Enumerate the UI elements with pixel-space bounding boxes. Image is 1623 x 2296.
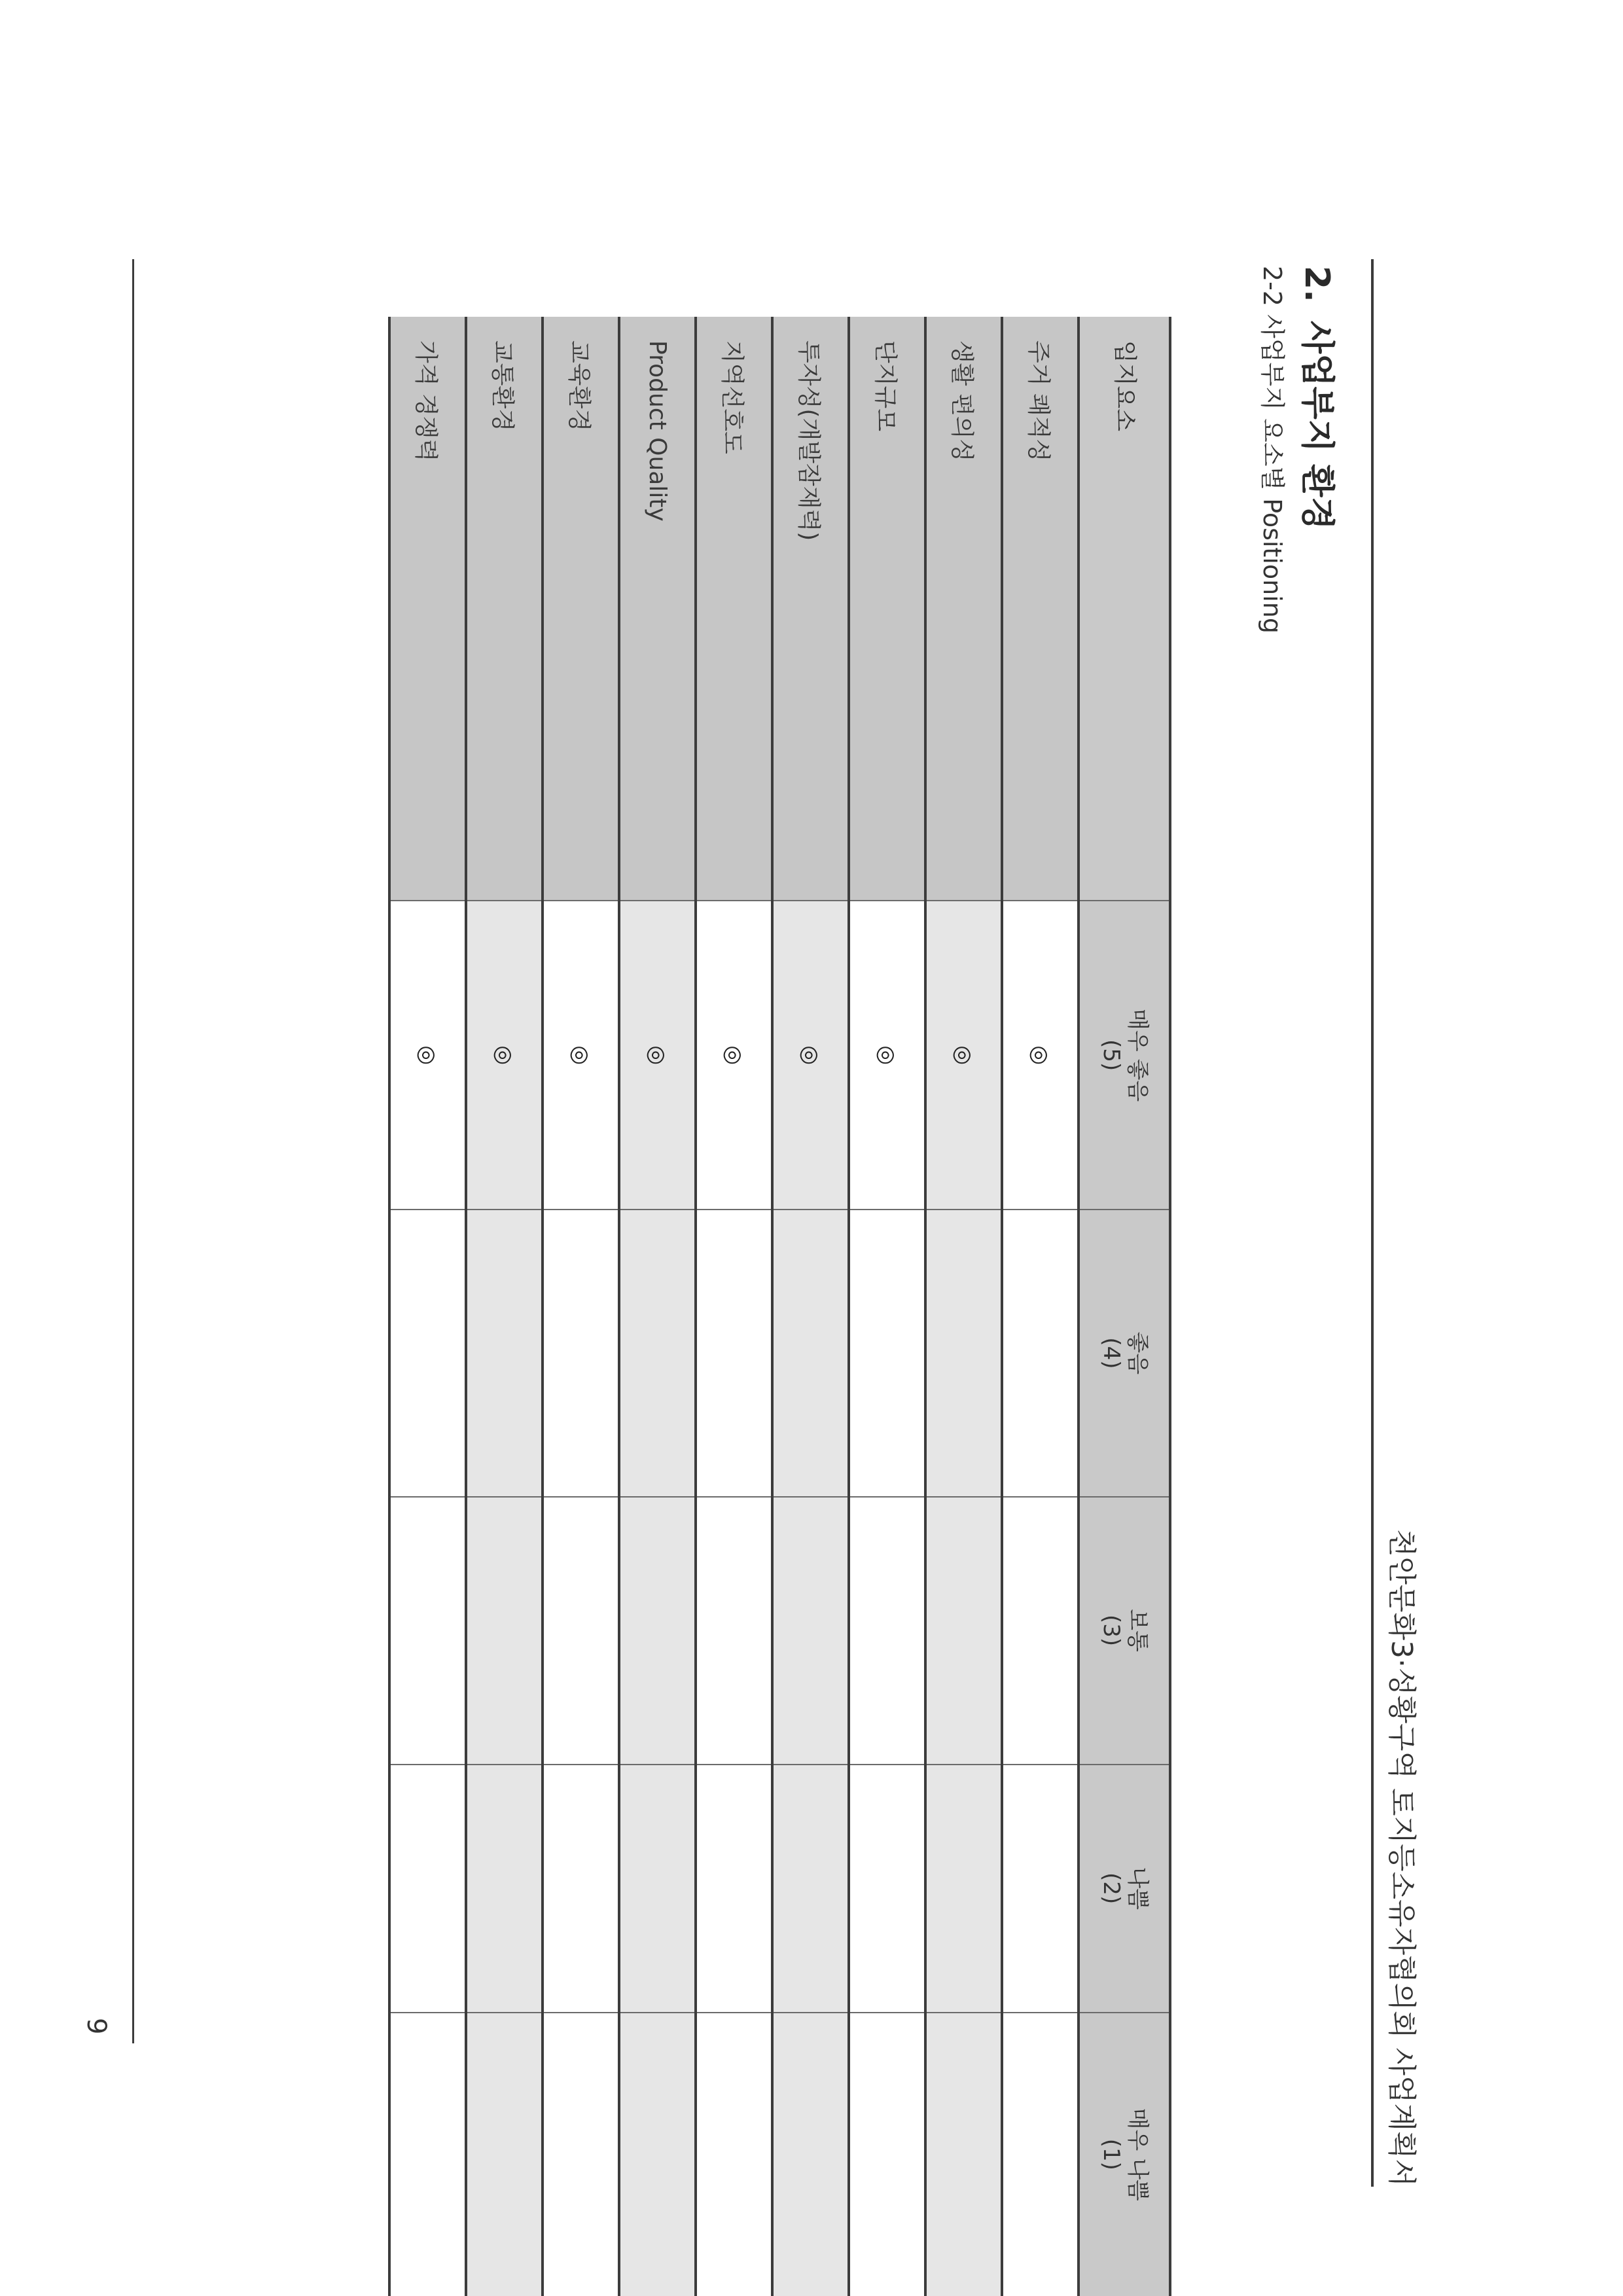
row-label: Product Quality: [619, 317, 696, 901]
rating-cell: [925, 1210, 1002, 1496]
selected-mark-icon: ◎: [491, 1045, 518, 1066]
row-label: 주거 쾌적성: [1002, 317, 1079, 901]
rating-cell: [619, 1765, 696, 2013]
rating-cell: [619, 1497, 696, 1765]
table-row: [619, 317, 696, 2296]
rating-cell: [466, 1210, 543, 1496]
section-title: 사업부지 환경: [1297, 321, 1336, 530]
row-label: 단지규모: [849, 317, 925, 901]
document-title: 천안문화3·성황구역 토지등소유자협의회 사업계획서: [1385, 1528, 1418, 2187]
row-label: 교통환경: [466, 317, 543, 901]
table-header-row: [1079, 317, 1170, 2296]
rating-cell: [1002, 1497, 1079, 1765]
selected-mark-icon: ◎: [567, 1045, 594, 1066]
header-label-cell: 입지요소: [1079, 317, 1170, 901]
row-label: 교육환경: [543, 317, 619, 901]
rating-cell: [772, 901, 849, 1210]
selected-mark-icon: ◎: [721, 1045, 747, 1066]
section-subtitle: 2-2 사업부지 요소별 Positioning: [1258, 266, 1287, 634]
rating-cell: [619, 2013, 696, 2296]
rating-cell: [849, 1210, 925, 1496]
rating-cell: [466, 1497, 543, 1765]
rating-cell: [925, 2013, 1002, 2296]
rating-cell: [849, 2013, 925, 2296]
table-row: [925, 317, 1002, 2296]
table-row: [466, 317, 543, 2296]
selected-mark-icon: ◎: [644, 1045, 671, 1066]
row-label: 투자성(개발잠재력): [772, 317, 849, 901]
rating-cell: [389, 1765, 466, 2013]
rating-cell: [1002, 2013, 1079, 2296]
rating-cell: [925, 1765, 1002, 2013]
page-number: 9: [81, 2018, 111, 2035]
rating-cell: [543, 1765, 619, 2013]
row-label: 생활 편의성: [925, 317, 1002, 901]
footer-divider: [132, 259, 134, 2043]
rating-cell: [696, 1210, 772, 1496]
rating-cell: [696, 2013, 772, 2296]
rating-cell: [696, 1765, 772, 2013]
rating-cell: [772, 2013, 849, 2296]
rating-cell: [925, 1497, 1002, 1765]
table-row: [389, 317, 466, 2296]
rating-cell: [925, 901, 1002, 1210]
rating-cell: [389, 1497, 466, 1765]
header-col-average: 보통 (3): [1079, 1497, 1170, 1765]
rating-cell: [1002, 1210, 1079, 1496]
table-row: [772, 317, 849, 2296]
table-row: [1002, 317, 1079, 2296]
rating-cell: [543, 901, 619, 1210]
rating-cell: [696, 901, 772, 1210]
header-col-very-bad: 매우 나쁨 (1): [1079, 2013, 1170, 2296]
rating-cell: [543, 2013, 619, 2296]
header-divider: [1371, 259, 1374, 2187]
rating-cell: [849, 1497, 925, 1765]
rating-cell: [772, 1765, 849, 2013]
rating-cell: [1002, 1765, 1079, 2013]
rating-cell: [849, 901, 925, 1210]
rating-cell: [466, 1765, 543, 2013]
rating-cell: [466, 901, 543, 1210]
rating-cell: [619, 1210, 696, 1496]
rating-cell: [772, 1210, 849, 1496]
selected-mark-icon: ◎: [950, 1045, 977, 1066]
header-col-bad: 나쁨 (2): [1079, 1765, 1170, 2013]
row-label: 가격 경쟁력: [389, 317, 466, 901]
header-col-good: 좋음 (4): [1079, 1210, 1170, 1496]
section-number: 2.: [1297, 266, 1336, 302]
selected-mark-icon: ◎: [874, 1045, 901, 1066]
rating-cell: [772, 1497, 849, 1765]
rating-cell: [389, 901, 466, 1210]
header-col-very-good: 매우 좋음 (5): [1079, 901, 1170, 1210]
section-heading: [1296, 266, 1345, 530]
rating-cell: [849, 1765, 925, 2013]
selected-mark-icon: ◎: [414, 1045, 441, 1066]
rating-cell: [696, 1497, 772, 1765]
rating-cell: [1002, 901, 1079, 1210]
selected-mark-icon: ◎: [1027, 1045, 1054, 1066]
row-label: 지역선호도: [696, 317, 772, 901]
table-row: [543, 317, 619, 2296]
selected-mark-icon: ◎: [797, 1045, 824, 1066]
table-body: [389, 317, 1079, 2296]
rating-cell: [543, 1210, 619, 1496]
rating-cell: [389, 2013, 466, 2296]
rating-cell: [619, 901, 696, 1210]
table-row: [696, 317, 772, 2296]
table-row: [849, 317, 925, 2296]
rating-cell: [466, 2013, 543, 2296]
rating-cell: [389, 1210, 466, 1496]
rating-cell: [543, 1497, 619, 1765]
positioning-table: [388, 317, 1171, 2296]
